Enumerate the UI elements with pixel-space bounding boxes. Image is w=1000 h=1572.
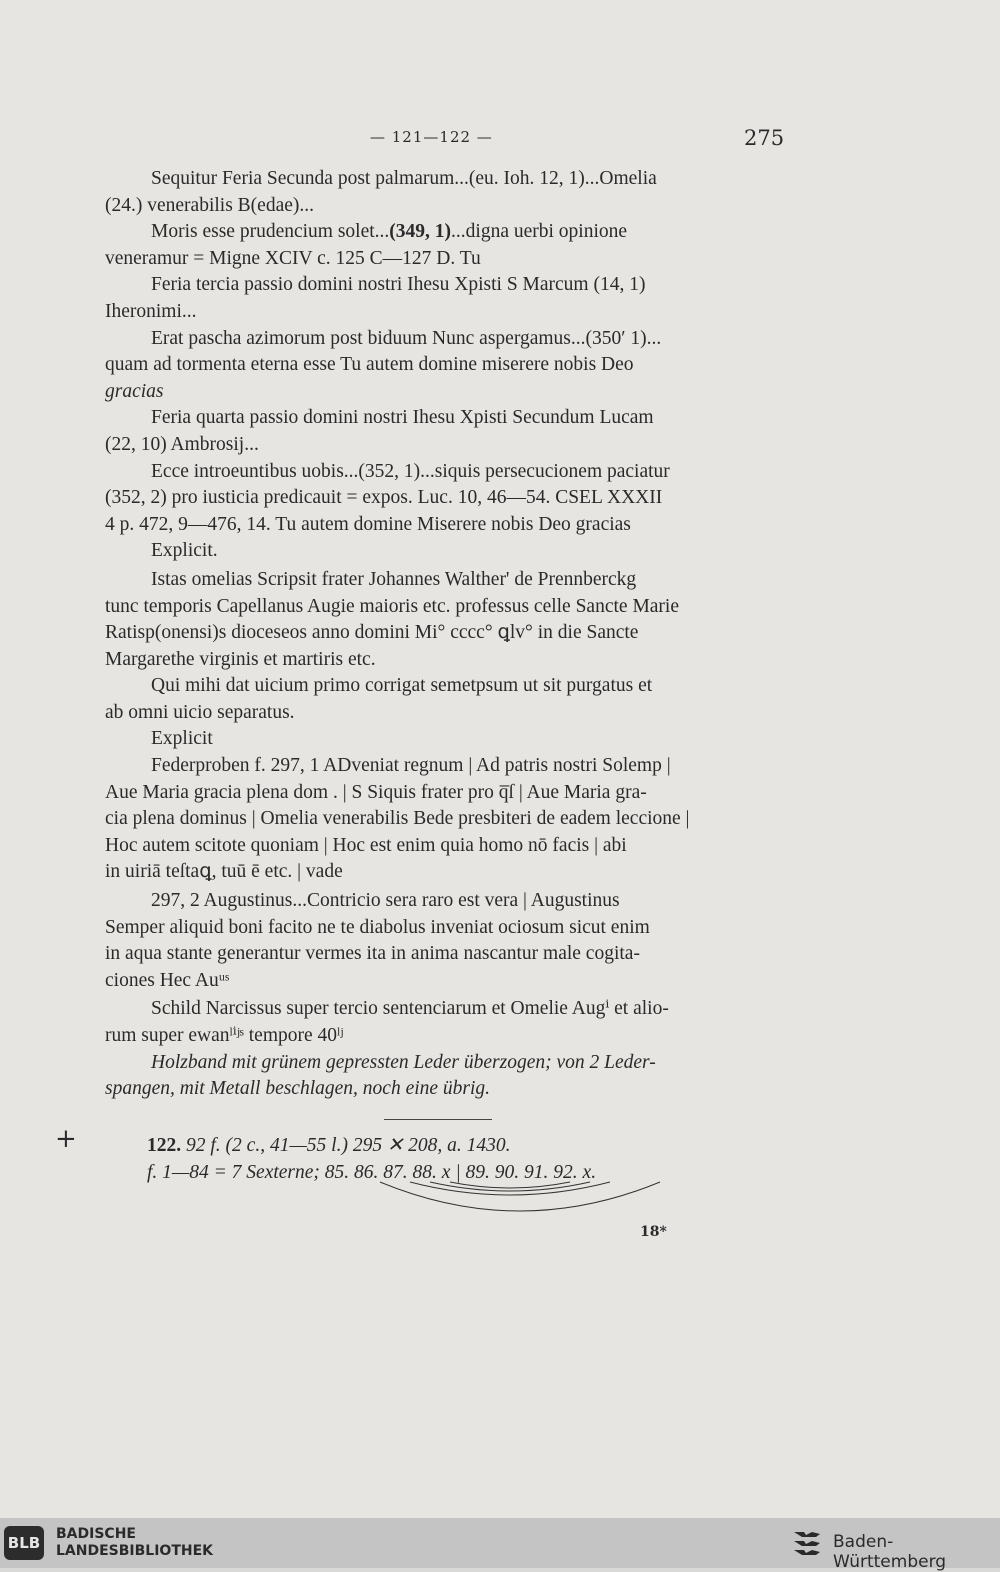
line: Sequitur Feria Secunda post palmarum...(eu. Ioh. 12, 1)...Omelia	[151, 168, 657, 189]
paragraph: Explicit.	[151, 540, 218, 562]
line: Holzband mit grünem gepressten Leder überzogen; von 2 Leder-	[151, 1051, 656, 1073]
paragraph	[105, 673, 780, 726]
line: Feria quarta passio domini nostri Ihesu Xpisti Secundum Lucam	[151, 407, 654, 429]
paragraph	[105, 166, 780, 219]
line: Qui mihi dat uicium primo corrigat semetpsum ut sit purgatus et	[151, 675, 653, 697]
line: Erat pascha azimorum post biduum Nunc aspergamus...(350′ 1)...	[151, 327, 662, 349]
line: spangen, mit Metall beschlagen, noch eine übrig.	[105, 1078, 491, 1100]
line: Margarethe virginis et martiris etc.	[105, 648, 376, 670]
state-name: Baden-Württemberg	[833, 1532, 947, 1572]
paragraph	[105, 567, 780, 673]
catalog-entry	[147, 1133, 787, 1186]
line: Aue Maria gracia plena dom . | S Siquis frater pro q̅ſ | Aue Maria gra-	[105, 781, 647, 803]
line: veneramur = Migne XCIV c. 125 C—127 D. Tu	[105, 247, 481, 269]
quire-arcs	[370, 1180, 690, 1220]
paragraph	[105, 1050, 780, 1103]
line: ciones Hec Auᵘˢ	[105, 969, 230, 991]
quire-arc	[450, 1182, 570, 1188]
paragraph	[105, 888, 780, 994]
line: rum super ewanˡⁱʲˢ tempore 40ˡʲ	[105, 1025, 344, 1046]
body-text	[105, 166, 780, 1103]
line: 4 p. 472, 9—476, 14. Tu autem domine Miserere nobis Deo gracias	[105, 513, 631, 535]
line: Schild Narcissus super tercio sentenciarum et Omelie Augⁱ et alio-	[151, 998, 669, 1020]
line: 297, 2 Augustinus...Contricio sera raro est vera | Augustinus	[151, 890, 620, 912]
line: tunc temporis Capellanus Augie maioris etc. professus celle Sancte Marie	[105, 595, 680, 617]
line: Istas omelias Scripsit frater Johannes Walther' de Prennberckg	[151, 568, 637, 590]
quire-arc	[380, 1182, 660, 1211]
margin-plus-mark: +	[55, 1124, 77, 1154]
line: in uiriā teſtaꝗ, tuū ē etc. | vade	[105, 861, 343, 883]
line: Federproben f. 297, 1 ADveniat regnum | Ad patris nostri Solemp |	[151, 755, 671, 777]
entry-line	[147, 1133, 787, 1160]
paragraph	[105, 405, 780, 458]
line: Ratisp(onensi)s dioceseos anno domini Mi° cccc° ꝗlv° in die Sancte	[105, 622, 639, 644]
line: Feria tercia passio domini nostri Ihesu Xpisti S Marcum (14, 1)	[151, 274, 646, 296]
line: ...digna uerbi opinione	[451, 221, 628, 243]
signature-mark: 18*	[640, 1224, 667, 1240]
paragraph	[105, 219, 780, 272]
line: Iheronimi...	[105, 300, 197, 322]
library-name	[56, 1526, 213, 1560]
footer-bar	[0, 1518, 1000, 1572]
paragraph: Explicit	[151, 728, 213, 750]
paragraph	[105, 326, 780, 406]
line: quam ad tormenta eterna esse Tu autem domine miserere nobis Deo	[105, 354, 634, 376]
line: Moris esse prudencium solet...	[151, 221, 390, 243]
entry-number: 122.	[147, 1135, 182, 1156]
line: (24.) venerabilis B(edae)...	[105, 194, 314, 216]
blb-logo: BLB	[4, 1526, 44, 1560]
line: Semper aliquid boni facito ne te diabolus inveniat ociosum sicut enim	[105, 916, 650, 938]
line: gracias	[105, 380, 164, 402]
paragraph	[105, 272, 780, 325]
paragraph	[105, 459, 780, 539]
quire-arc	[430, 1182, 590, 1191]
line: Hoc autem scitote quoniam | Hoc est enim quia homo nō facis | abi	[105, 834, 627, 856]
entry-collation: f. 1—84 = 7 Sexterne; 85. 86. 87. 88. x | 89. 90. 91. 92. x.	[147, 1161, 597, 1183]
state-lions-icon	[790, 1526, 824, 1560]
line: in aqua stante generantur vermes ita in anima nascantur male cogita-	[105, 943, 640, 965]
line: (22, 10) Ambrosij...	[105, 433, 259, 455]
paragraph	[105, 753, 780, 886]
paragraph	[105, 996, 780, 1049]
line: (349, 1)	[389, 221, 452, 243]
line: Ecce introeuntibus uobis...(352, 1)...siquis persecucionem paciatur	[151, 460, 670, 482]
line: ab omni uicio separatus.	[105, 701, 295, 723]
header-range: — 121—122 —	[370, 128, 493, 146]
line: cia plena dominus | Omelia venerabilis Bede presbiteri de eadem leccione |	[105, 808, 690, 830]
library-name-line: LANDESBIBLIOTHEK	[56, 1543, 214, 1559]
page-number: 275	[744, 126, 785, 150]
library-name-line: BADISCHE	[56, 1526, 136, 1542]
entry-description: 92 f. (2 c., 41—55 l.) 295 ✕ 208, a. 1430.	[186, 1135, 511, 1156]
line: (352, 2) pro iusticia predicauit = expos. Luc. 10, 46—54. CSEL XXXII	[105, 487, 663, 509]
section-divider	[384, 1119, 492, 1120]
